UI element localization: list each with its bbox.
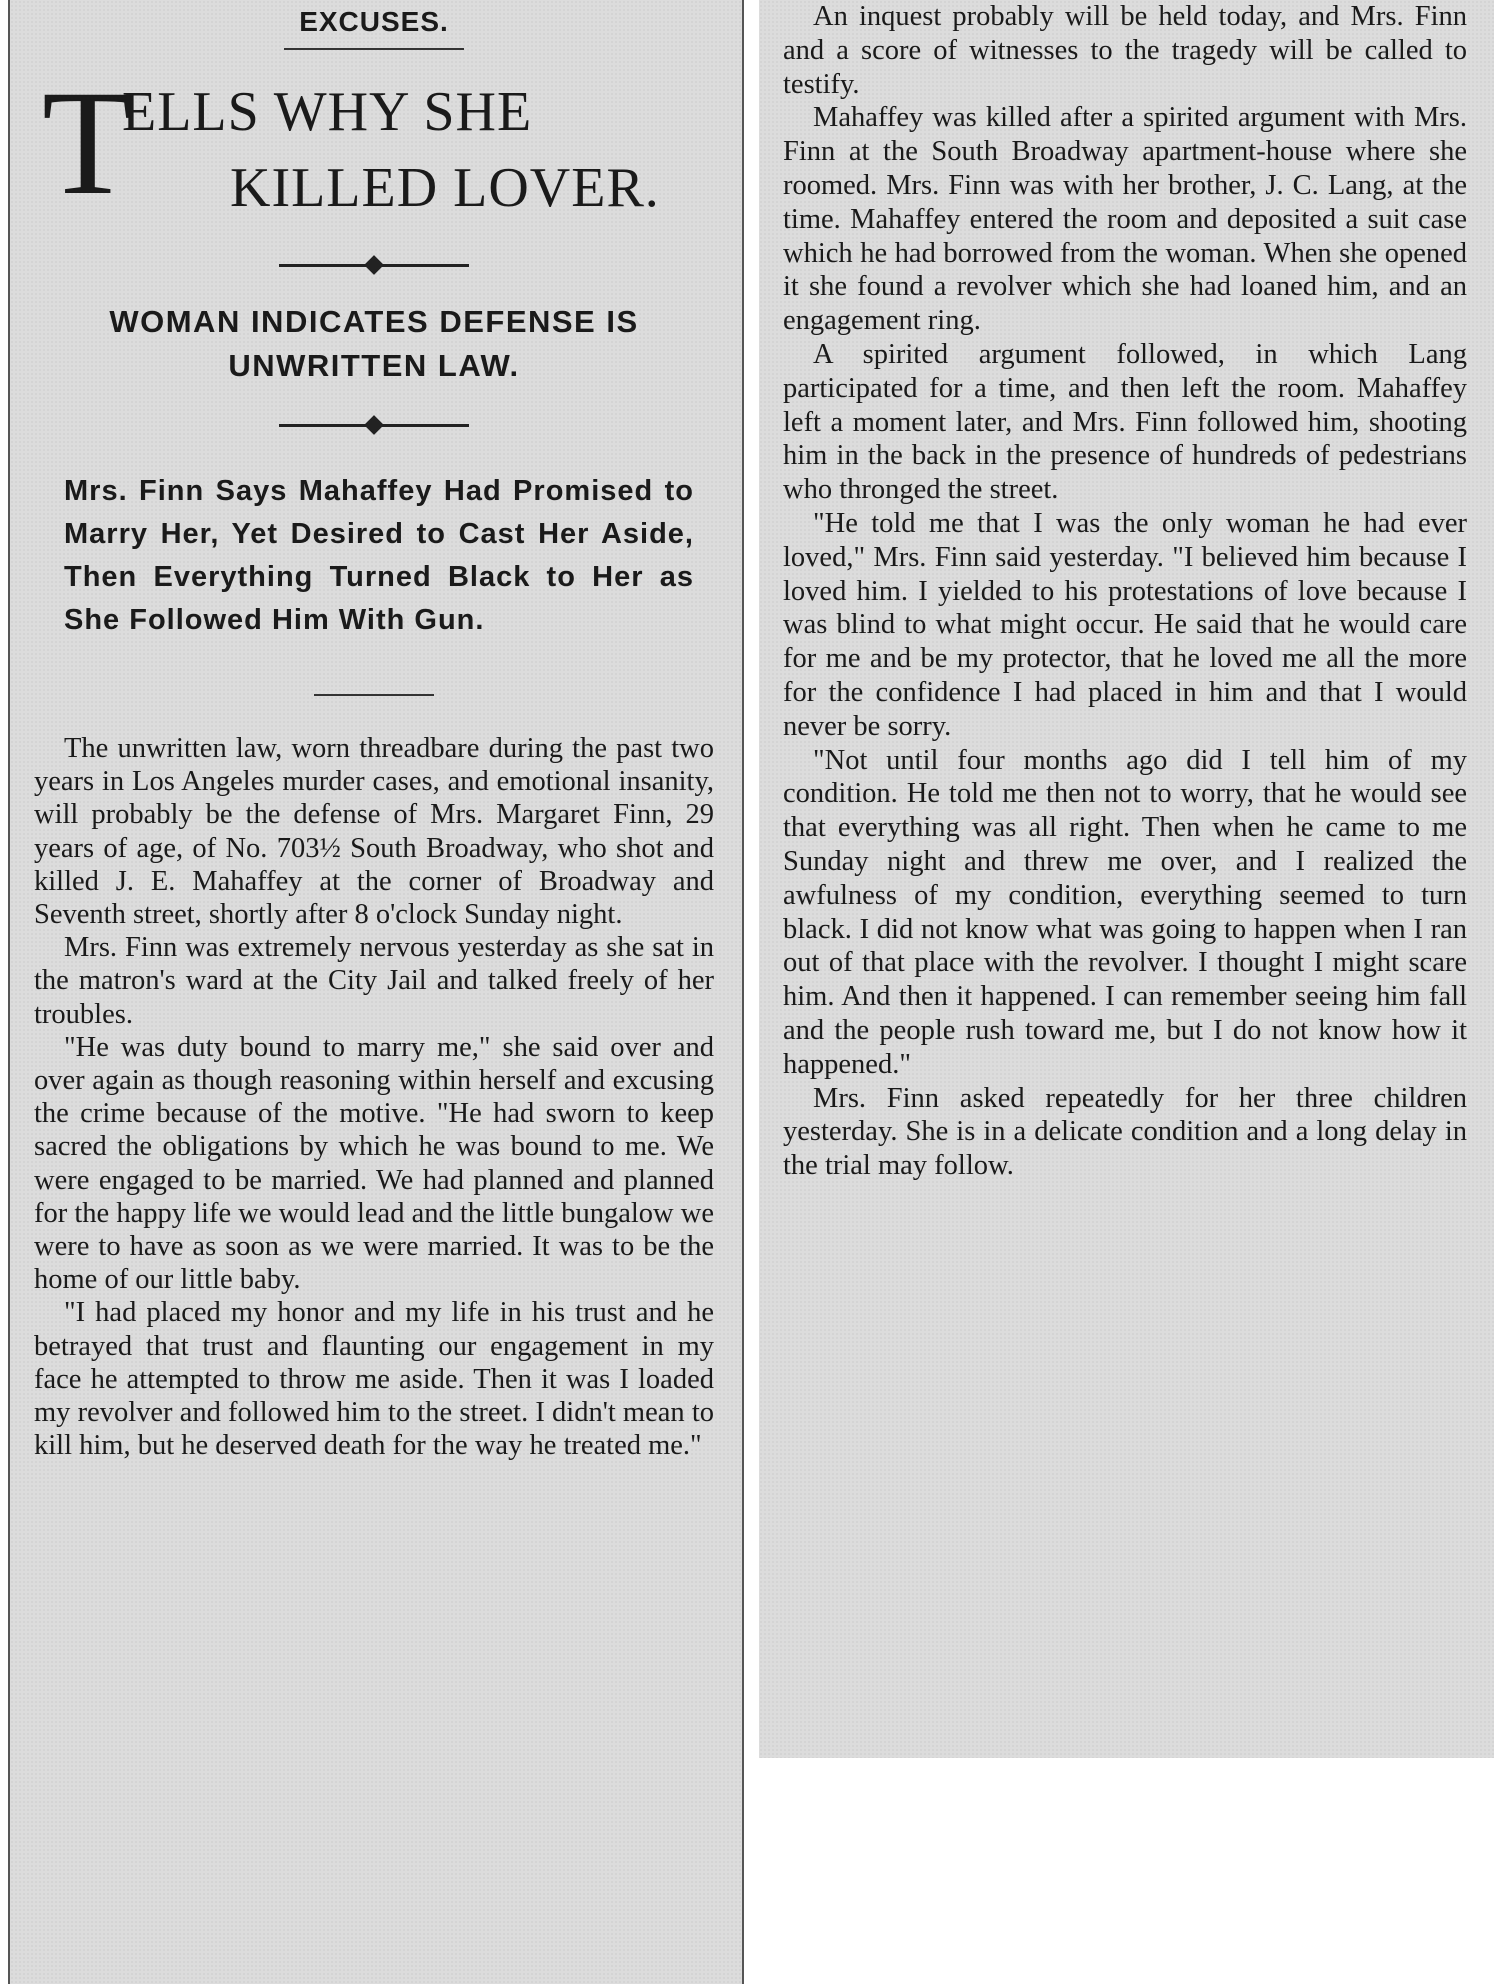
- headline-line-1: ELLS WHY SHE: [122, 81, 533, 143]
- article-body-right: [783, 0, 1467, 1183]
- kicker-rule: [284, 48, 464, 50]
- deck: Mrs. Finn Says Mahaffey Had Promised to Marry Her, Yet Desired to Cast Her Aside, Then Everything Turned Black to Her as She Followed Him With Gun.: [64, 475, 694, 636]
- subhead: WOMAN INDICATES DEFENSE IS UNWRITTEN LAW.: [109, 304, 639, 383]
- headline-line-2: KILLED LOVER.: [230, 157, 660, 219]
- ornament-divider: [279, 254, 469, 276]
- paragraph: An inquest probably will be held today, and Mrs. Finn and a score of witnesses to the tragedy will be called to testify.: [783, 1, 1467, 100]
- article-body-left: [34, 732, 714, 1462]
- paragraph: The unwritten law, worn threadbare during the past two years in Los Angeles murder cases, and emotional insanity, will probably be the defense of Mrs. Margaret Finn, 29 years of age, of No. 703½ South Broadway, who shot and killed J. E. Mahaffey at the corner of Broadway and Seventh street, shortly after 8 o'clock Sunday night.: [34, 733, 714, 931]
- right-column: [759, 0, 1494, 1758]
- paragraph: Mrs. Finn was extremely nervous yesterday as she sat in the matron's ward at the City Jail and talked freely of her troubles.: [34, 932, 714, 1030]
- kicker: EXCUSES.: [299, 6, 449, 37]
- paragraph: Mrs. Finn asked repeatedly for her three children yesterday. She is in a delicate condition and a long delay in the trial may follow.: [783, 1082, 1467, 1182]
- section-rule: [314, 694, 434, 696]
- paragraph: "He told me that I was the only woman he had ever loved," Mrs. Finn said yesterday. "I believed him because I loved him. I yielded to his protestations of love because I was blind to what might occur. He said that he would care for me and be my protector, that he loved me all the more for the confidence I had placed in him and that I would never be sorry.: [783, 507, 1467, 742]
- headline: [34, 60, 714, 228]
- paragraph: Mahaffey was killed after a spirited argument with Mrs. Finn at the South Broadway apartment-house where she roomed. Mrs. Finn was with her brother, J. C. Lang, at the time. Mahaffey entered the room and deposited a suit case which he had borrowed from the woman. When she opened it she found a revolver which she had loaned him, and an engagement ring.: [783, 102, 1467, 337]
- paragraph: "Not until four months ago did I tell him of my condition. He told me then not to worry, that he would see that everything was all right. Then when he came to me Sunday night and threw me over, and I realized the awfulness of my condition, everything seemed to turn black. I did not know what was going to happen when I ran out of that place with the revolver. I thought I might scare him. And then it happened. I can remember seeing him fall and the people rush toward me, but I do not know how it happened.": [783, 744, 1467, 1080]
- headline-initial: T: [42, 60, 134, 226]
- paragraph: A spirited argument followed, in which Lang participated for a time, and then left the room. Mahaffey left a moment later, and Mrs. Finn followed him, shooting him in the back in the presence of hundreds of pedestrians who thronged the street.: [783, 338, 1467, 506]
- paragraph: "I had placed my honor and my life in his trust and he betrayed that trust and flaunting our engagement in my face he attempted to throw me aside. Then it was I loaded my revolver and followed him to the street. I didn't mean to kill him, but he deserved death for the way he treated me.": [34, 1297, 714, 1462]
- paragraph: "He was duty bound to marry me," she said over and over again as though reasoning within herself and excusing the crime because of the motive. "He had sworn to keep sacred the obligations by which he was bound to me. We were engaged to be married. We had planned and planned for the happy life we would lead and the little bungalow we were to have as soon as we were married. It was to be the home of our little baby.: [34, 1031, 714, 1296]
- left-column: [8, 0, 744, 1984]
- ornament-divider: [279, 414, 469, 436]
